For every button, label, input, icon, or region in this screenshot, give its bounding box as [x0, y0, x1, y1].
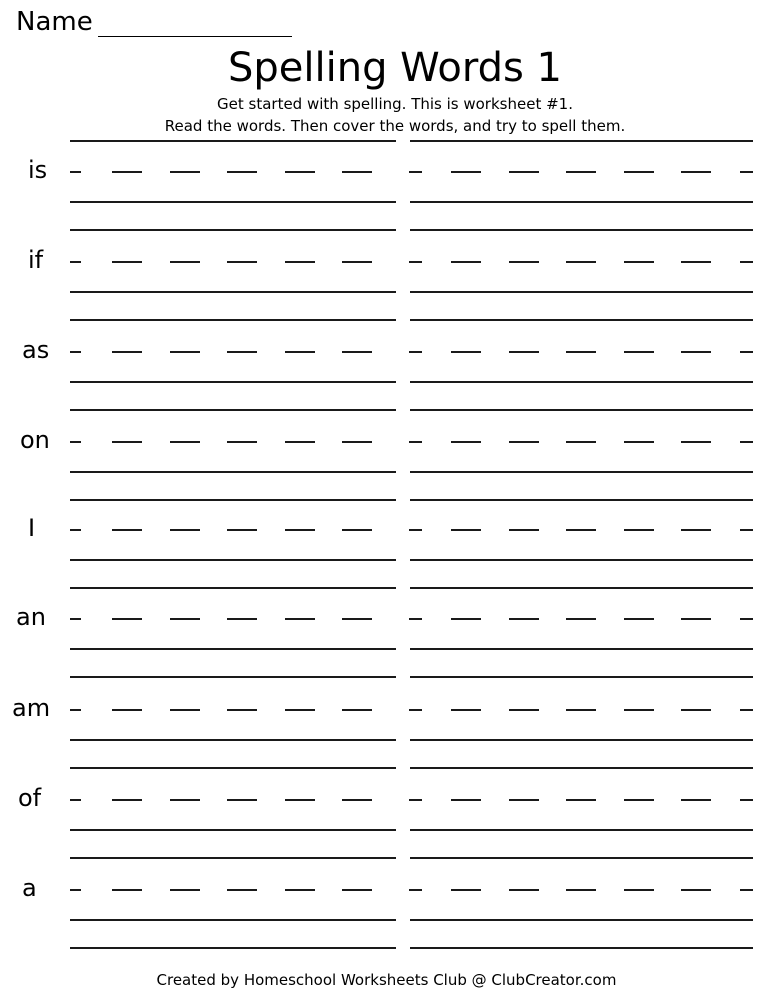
baseline-writing-line[interactable] [410, 919, 753, 921]
dashed-midline-segment [681, 618, 711, 620]
baseline-writing-line[interactable] [410, 739, 753, 741]
spelling-word: I [28, 514, 36, 542]
dashed-midline-segment [409, 351, 422, 353]
baseline-writing-line[interactable] [70, 559, 396, 561]
instructions-line-1: Get started with spelling. This is worksheet #1. [217, 95, 573, 113]
dashed-midline-segment [112, 799, 142, 801]
dashed-midline-segment [566, 709, 596, 711]
dashed-midline-segment [112, 441, 142, 443]
dashed-midline-segment [681, 709, 711, 711]
dashed-midline-segment [451, 709, 481, 711]
dashed-midline-segment [624, 261, 654, 263]
dashed-midline-segment [566, 171, 596, 173]
dashed-midline-segment [342, 529, 372, 531]
dashed-midline-segment [681, 171, 711, 173]
dashed-midline-segment [740, 441, 753, 443]
dashed-midline-segment [624, 799, 654, 801]
baseline-writing-line[interactable] [70, 471, 396, 473]
dashed-midline-segment [566, 261, 596, 263]
dashed-midline-segment [624, 351, 654, 353]
dashed-midline-segment [509, 709, 539, 711]
dashed-midline-segment [285, 441, 315, 443]
top-writing-line[interactable] [70, 857, 396, 859]
dashed-midline-segment [681, 889, 711, 891]
dashed-midline-segment [70, 441, 81, 443]
dashed-midline-segment [170, 351, 200, 353]
dashed-midline-segment [409, 171, 422, 173]
top-writing-line[interactable] [410, 409, 753, 411]
dashed-midline-segment [170, 529, 200, 531]
dashed-midline-segment [451, 799, 481, 801]
dashed-midline-segment [170, 889, 200, 891]
baseline-writing-line[interactable] [410, 648, 753, 650]
baseline-writing-line[interactable] [410, 559, 753, 561]
dashed-midline-segment [227, 799, 257, 801]
dashed-midline-segment [409, 441, 422, 443]
baseline-writing-line[interactable] [410, 201, 753, 203]
top-writing-line[interactable] [410, 140, 753, 142]
dashed-midline-segment [170, 261, 200, 263]
spelling-word: on [20, 426, 50, 454]
top-writing-line[interactable] [410, 587, 753, 589]
spelling-word: is [28, 156, 48, 184]
dashed-midline-segment [285, 709, 315, 711]
dashed-midline-segment [227, 618, 257, 620]
dashed-midline-segment [285, 529, 315, 531]
dashed-midline-segment [451, 351, 481, 353]
dashed-midline-segment [740, 529, 753, 531]
dashed-midline-segment [70, 261, 81, 263]
baseline-writing-line[interactable] [410, 291, 753, 293]
dashed-midline-segment [112, 529, 142, 531]
top-writing-line[interactable] [70, 947, 396, 949]
dashed-midline-segment [566, 889, 596, 891]
worksheet-title: Spelling Words 1 [227, 45, 562, 91]
top-writing-line[interactable] [70, 499, 396, 501]
dashed-midline-segment [681, 799, 711, 801]
dashed-midline-segment [342, 799, 372, 801]
dashed-midline-segment [112, 618, 142, 620]
dashed-midline-segment [740, 618, 753, 620]
dashed-midline-segment [566, 799, 596, 801]
top-writing-line[interactable] [70, 229, 396, 231]
dashed-midline-segment [227, 709, 257, 711]
baseline-writing-line[interactable] [70, 919, 396, 921]
spelling-word: an [16, 603, 46, 631]
dashed-midline-segment [566, 441, 596, 443]
dashed-midline-segment [70, 889, 81, 891]
spelling-word: am [12, 694, 51, 722]
top-writing-line[interactable] [70, 319, 396, 321]
dashed-midline-segment [624, 529, 654, 531]
dashed-midline-segment [740, 351, 753, 353]
dashed-midline-segment [170, 799, 200, 801]
dashed-midline-segment [624, 618, 654, 620]
dashed-midline-segment [509, 529, 539, 531]
dashed-midline-segment [509, 171, 539, 173]
dashed-midline-segment [409, 618, 422, 620]
baseline-writing-line[interactable] [70, 829, 396, 831]
dashed-midline-segment [342, 709, 372, 711]
dashed-midline-segment [566, 618, 596, 620]
top-writing-line[interactable] [410, 767, 753, 769]
dashed-midline-segment [451, 441, 481, 443]
top-writing-line[interactable] [410, 947, 753, 949]
dashed-midline-segment [740, 799, 753, 801]
dashed-midline-segment [285, 799, 315, 801]
dashed-midline-segment [112, 889, 142, 891]
baseline-writing-line[interactable] [410, 471, 753, 473]
dashed-midline-segment [70, 709, 81, 711]
dashed-midline-segment [409, 799, 422, 801]
dashed-midline-segment [70, 171, 81, 173]
dashed-midline-segment [681, 351, 711, 353]
dashed-midline-segment [509, 799, 539, 801]
dashed-midline-segment [624, 171, 654, 173]
dashed-midline-segment [285, 261, 315, 263]
dashed-midline-segment [170, 618, 200, 620]
dashed-midline-segment [451, 171, 481, 173]
top-writing-line[interactable] [410, 857, 753, 859]
dashed-midline-segment [624, 889, 654, 891]
dashed-midline-segment [342, 261, 372, 263]
top-writing-line[interactable] [410, 229, 753, 231]
baseline-writing-line[interactable] [70, 201, 396, 203]
dashed-midline-segment [509, 889, 539, 891]
instructions-line-2: Read the words. Then cover the words, and try to spell them. [164, 117, 626, 135]
dashed-midline-segment [409, 261, 422, 263]
dashed-midline-segment [566, 351, 596, 353]
dashed-midline-segment [740, 171, 753, 173]
dashed-midline-segment [681, 261, 711, 263]
dashed-midline-segment [624, 441, 654, 443]
top-writing-line[interactable] [410, 319, 753, 321]
baseline-writing-line[interactable] [70, 648, 396, 650]
dashed-midline-segment [342, 618, 372, 620]
dashed-midline-segment [740, 261, 753, 263]
dashed-midline-segment [509, 261, 539, 263]
spelling-word: as [22, 336, 50, 364]
dashed-midline-segment [740, 889, 753, 891]
dashed-midline-segment [509, 441, 539, 443]
dashed-midline-segment [566, 529, 596, 531]
dashed-midline-segment [227, 441, 257, 443]
spelling-word: of [18, 784, 42, 812]
dashed-midline-segment [342, 441, 372, 443]
baseline-writing-line[interactable] [70, 381, 396, 383]
dashed-midline-segment [70, 529, 81, 531]
dashed-midline-segment [409, 529, 422, 531]
dashed-midline-segment [624, 709, 654, 711]
dashed-midline-segment [227, 889, 257, 891]
dashed-midline-segment [285, 618, 315, 620]
dashed-midline-segment [681, 441, 711, 443]
dashed-midline-segment [740, 709, 753, 711]
baseline-writing-line[interactable] [70, 291, 396, 293]
dashed-midline-segment [285, 171, 315, 173]
dashed-midline-segment [285, 351, 315, 353]
dashed-midline-segment [112, 261, 142, 263]
top-writing-line[interactable] [410, 499, 753, 501]
dashed-midline-segment [451, 529, 481, 531]
dashed-midline-segment [342, 889, 372, 891]
dashed-midline-segment [451, 618, 481, 620]
dashed-midline-segment [342, 171, 372, 173]
top-writing-line[interactable] [70, 140, 396, 142]
dashed-midline-segment [509, 351, 539, 353]
dashed-midline-segment [70, 618, 81, 620]
dashed-midline-segment [451, 889, 481, 891]
baseline-writing-line[interactable] [70, 739, 396, 741]
dashed-midline-segment [70, 351, 81, 353]
dashed-midline-segment [409, 709, 422, 711]
spelling-word: if [28, 246, 44, 274]
dashed-midline-segment [509, 618, 539, 620]
top-writing-line[interactable] [70, 676, 396, 678]
dashed-midline-segment [451, 261, 481, 263]
dashed-midline-segment [227, 171, 257, 173]
top-writing-line[interactable] [410, 676, 753, 678]
dashed-midline-segment [70, 799, 81, 801]
footer-credit: Created by Homeschool Worksheets Club @ ClubCreator.com [156, 971, 617, 989]
dashed-midline-segment [285, 889, 315, 891]
top-writing-line[interactable] [70, 767, 396, 769]
baseline-writing-line[interactable] [410, 381, 753, 383]
dashed-midline-segment [112, 171, 142, 173]
dashed-midline-segment [112, 351, 142, 353]
name-label: Name [16, 7, 93, 37]
top-writing-line[interactable] [70, 587, 396, 589]
spelling-word: a [22, 874, 37, 902]
dashed-midline-segment [227, 351, 257, 353]
dashed-midline-segment [170, 709, 200, 711]
dashed-midline-segment [409, 889, 422, 891]
dashed-midline-segment [227, 529, 257, 531]
dashed-midline-segment [681, 529, 711, 531]
dashed-midline-segment [170, 171, 200, 173]
dashed-midline-segment [342, 351, 372, 353]
dashed-midline-segment [227, 261, 257, 263]
dashed-midline-segment [112, 709, 142, 711]
dashed-midline-segment [170, 441, 200, 443]
top-writing-line[interactable] [70, 409, 396, 411]
baseline-writing-line[interactable] [410, 829, 753, 831]
